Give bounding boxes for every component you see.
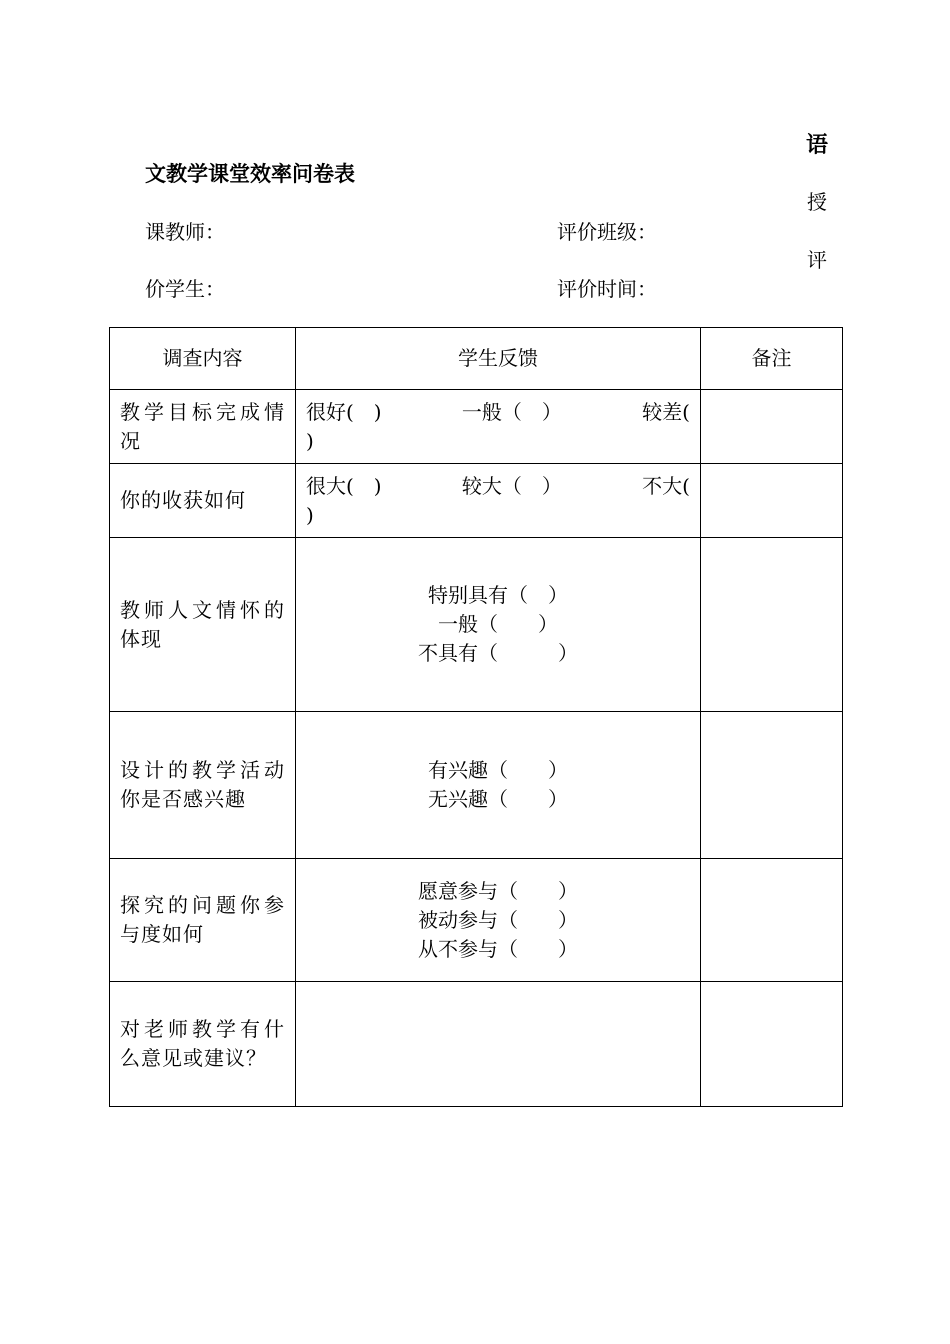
side-char-top: 语 bbox=[806, 133, 829, 158]
page-title: 文教学课堂效率问卷表 bbox=[145, 162, 355, 186]
question-cell: 对老师教学有什么意见或建议？ bbox=[110, 982, 296, 1107]
table-row bbox=[110, 712, 843, 859]
table-row bbox=[110, 538, 843, 712]
option-label: 不具有（ ） bbox=[418, 641, 578, 665]
option-label: 从不参与（ ） bbox=[418, 936, 578, 961]
question-cell: 你的收获如何 bbox=[110, 464, 296, 538]
option-label: ) bbox=[306, 502, 314, 527]
option-label: 较差( bbox=[642, 399, 690, 424]
option-label: ) bbox=[306, 428, 314, 453]
option-label: 特别具有（ ） bbox=[428, 583, 568, 607]
remark-cell bbox=[701, 982, 843, 1107]
time-label: 评价时间： bbox=[557, 277, 657, 301]
class-label: 评价班级： bbox=[557, 220, 657, 244]
option-label: 一般（ ） bbox=[461, 399, 562, 424]
table-row bbox=[110, 390, 843, 464]
option-label: 有兴趣（ ） bbox=[428, 758, 568, 782]
header-feedback: 学生反馈 bbox=[296, 328, 701, 390]
feedback-cell bbox=[296, 464, 701, 538]
side-char-low: 评 bbox=[807, 248, 827, 272]
option-label: 被动参与（ ） bbox=[418, 907, 578, 932]
remark-cell bbox=[701, 712, 843, 859]
survey-table bbox=[109, 327, 843, 1107]
feedback-cell bbox=[296, 390, 701, 464]
remark-cell bbox=[701, 464, 843, 538]
question-cell: 探究的问题你参与度如何 bbox=[110, 859, 296, 982]
question-cell: 教学目标完成情况 bbox=[110, 390, 296, 464]
feedback-cell bbox=[296, 712, 701, 859]
option-label: 一般（ ） bbox=[438, 612, 558, 636]
teacher-label: 课教师： bbox=[145, 220, 225, 244]
feedback-cell bbox=[296, 982, 701, 1107]
question-cell: 设计的教学活动你是否感兴趣 bbox=[110, 712, 296, 859]
remark-cell bbox=[701, 390, 843, 464]
table-row bbox=[110, 859, 843, 982]
header-content: 调查内容 bbox=[110, 328, 296, 390]
student-label: 价学生： bbox=[145, 277, 225, 301]
option-label: 较大（ ） bbox=[461, 473, 562, 498]
option-label: 无兴趣（ ） bbox=[428, 787, 568, 811]
option-label: 愿意参与（ ） bbox=[418, 878, 578, 903]
option-label: 不大( bbox=[642, 473, 690, 498]
header-remark: 备注 bbox=[701, 328, 843, 390]
table-row bbox=[110, 464, 843, 538]
side-char-mid: 授 bbox=[807, 190, 827, 214]
question-cell: 教师人文情怀的体现 bbox=[110, 538, 296, 712]
option-label: 很大( ) bbox=[306, 473, 382, 498]
table-header-row bbox=[110, 328, 843, 390]
remark-cell bbox=[701, 538, 843, 712]
feedback-cell bbox=[296, 859, 701, 982]
table-row bbox=[110, 982, 843, 1107]
option-label: 很好( ) bbox=[306, 399, 382, 424]
feedback-cell bbox=[296, 538, 701, 712]
remark-cell bbox=[701, 859, 843, 982]
